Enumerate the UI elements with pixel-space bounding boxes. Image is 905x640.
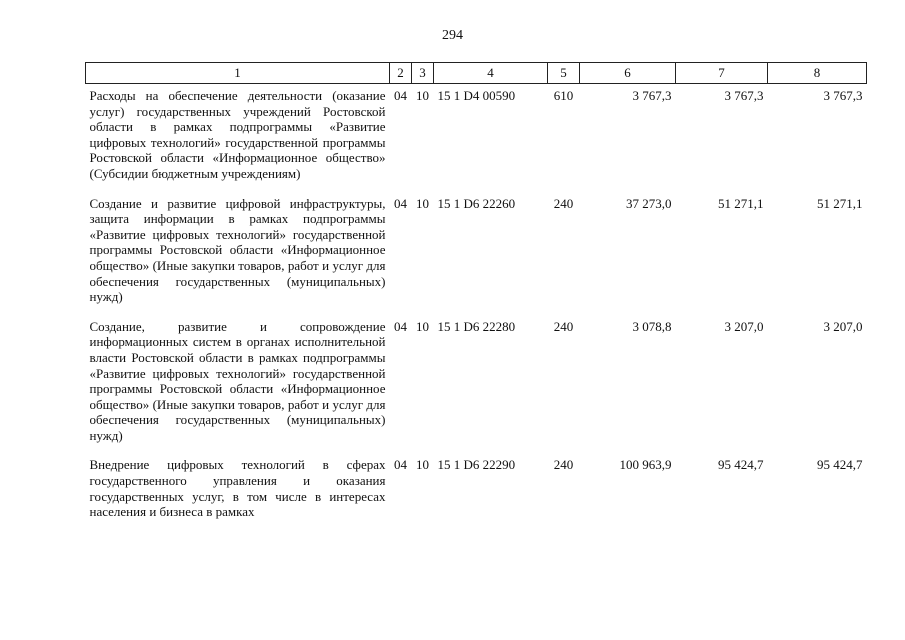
row-amount-col7: 95 424,7: [718, 457, 764, 473]
row-subsection: 10: [416, 457, 429, 473]
row-target-code: 15 1 D6 22280: [437, 318, 516, 334]
row-amount-col8: 3 207,0: [823, 318, 863, 334]
row-description: Создание и развитие цифровой инфраструктуры, защита информации в рамках подпрограммы «Развитие цифровых технологий» государственной программы Ростовской области «Информационное общество» (Иные закупки товаров, работ и услуг для обеспечения государственных (муниципальных) нужд): [89, 195, 386, 305]
table-row: [86, 453, 867, 529]
row-amount-col8: 95 424,7: [817, 457, 863, 473]
row-amount-col8: 51 271,1: [817, 195, 863, 211]
header-cell-7: 7: [676, 63, 768, 84]
row-section: 04: [394, 457, 407, 473]
row-target-code: 15 1 D6 22290: [437, 457, 516, 473]
row-target-code: 15 1 D6 22260: [437, 195, 516, 211]
row-amount-col6: 37 273,0: [626, 195, 672, 211]
header-cell-4: 4: [434, 63, 548, 84]
header-cell-2: 2: [390, 63, 412, 84]
header-cell-5: 5: [548, 63, 580, 84]
table-row: [86, 315, 867, 454]
row-description: Расходы на обеспечение деятельности (оказание услуг) государственных учреждений Ростовской области в рамках подпрограммы «Развитие цифровых технологий» государственной программы Ростовской области «Информационное общество» (Субсидии бюджетным учреждениям): [89, 88, 386, 181]
table-row: [86, 84, 867, 192]
header-row: [86, 63, 867, 84]
header-cell-3: 3: [412, 63, 434, 84]
row-amount-col6: 100 963,9: [619, 457, 672, 473]
row-subsection: 10: [416, 318, 429, 334]
row-expense-type: 240: [553, 195, 574, 211]
row-amount-col7: 3 207,0: [724, 318, 764, 334]
row-subsection: 10: [416, 195, 429, 211]
table-row: [86, 192, 867, 315]
row-expense-type: 240: [553, 318, 574, 334]
row-section: 04: [394, 88, 407, 103]
row-section: 04: [394, 318, 407, 334]
row-description: Создание, развитие и сопровождение информационных систем в органах исполнительной власти Ростовской области в рамках подпрограммы «Развитие цифровых технологий» государственной программы Ростовской области «Информационное общество» (Иные закупки товаров, работ и услуг для обеспечения государственных (муниципальных) нужд): [89, 318, 386, 443]
row-description: Внедрение цифровых технологий в сферах государственного управления и оказания государственных услуг, в том числе в интересах населения и бизнеса в рамках: [89, 457, 386, 520]
row-amount-col8: 3 767,3: [823, 88, 863, 103]
row-subsection: 10: [416, 88, 429, 103]
row-expense-type: 610: [553, 88, 574, 103]
row-amount-col7: 51 271,1: [718, 195, 764, 211]
row-section: 04: [394, 195, 407, 211]
header-cell-6: 6: [580, 63, 676, 84]
row-amount-col6: 3 078,8: [632, 318, 672, 334]
row-expense-type: 240: [553, 457, 574, 473]
row-target-code: 15 1 D4 00590: [437, 88, 516, 103]
row-amount-col7: 3 767,3: [724, 88, 764, 103]
header-cell-8: 8: [768, 63, 867, 84]
budget-table: [85, 62, 867, 530]
header-cell-1: 1: [86, 63, 390, 84]
row-amount-col6: 3 767,3: [632, 88, 672, 103]
page-number: 294: [442, 28, 463, 43]
